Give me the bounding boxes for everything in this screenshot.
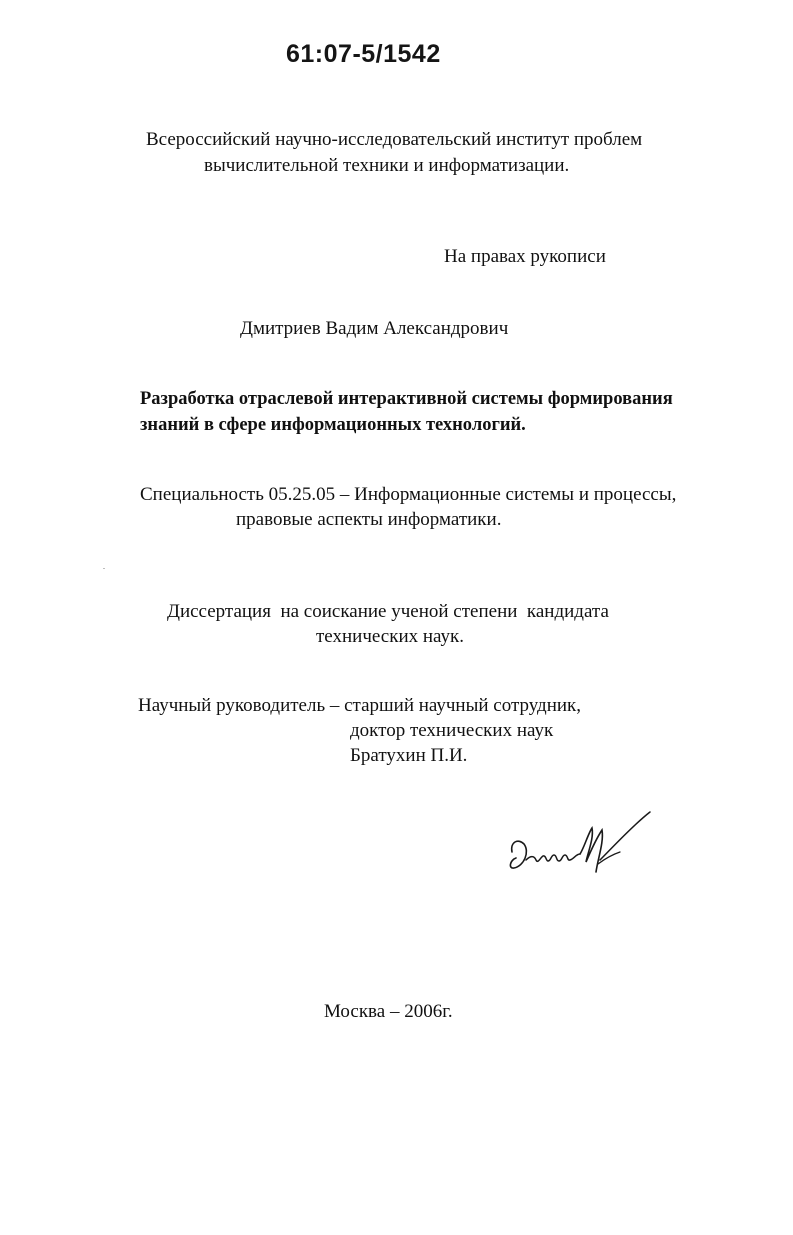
specialty-line-2: правовые аспекты информатики. <box>236 509 502 530</box>
supervisor-line-3: Братухин П.И. <box>350 745 468 766</box>
dissertation-title-line-1: Разработка отраслевой интерактивной системы формирования <box>140 389 673 409</box>
city-year: Москва – 2006г. <box>324 1001 453 1022</box>
specialty-line-1: Специальность 05.25.05 – Информационные системы и процессы, <box>140 484 677 505</box>
manuscript-note: На правах рукописи <box>444 246 606 267</box>
supervisor-line-1: Научный руководитель – старший научный сотрудник, <box>138 695 582 716</box>
supervisor-line-2: доктор технических наук <box>350 720 554 741</box>
author-name: Дмитриев Вадим Александрович <box>240 318 509 339</box>
handwritten-signature <box>502 808 662 888</box>
institute-line-2: вычислительной техники и информатизации. <box>204 155 570 176</box>
dissertation-title-line-2: знаний в сфере информационных технологий. <box>140 415 526 435</box>
degree-line-2: технических наук. <box>316 626 464 647</box>
catalog-stamp: 61:07-5/1542 <box>286 40 441 68</box>
scan-speck <box>103 568 105 569</box>
degree-line-1: Диссертация на соискание ученой степени кандидата <box>167 601 609 622</box>
institute-line-1: Всероссийский научно-исследовательский институт проблем <box>146 129 643 150</box>
